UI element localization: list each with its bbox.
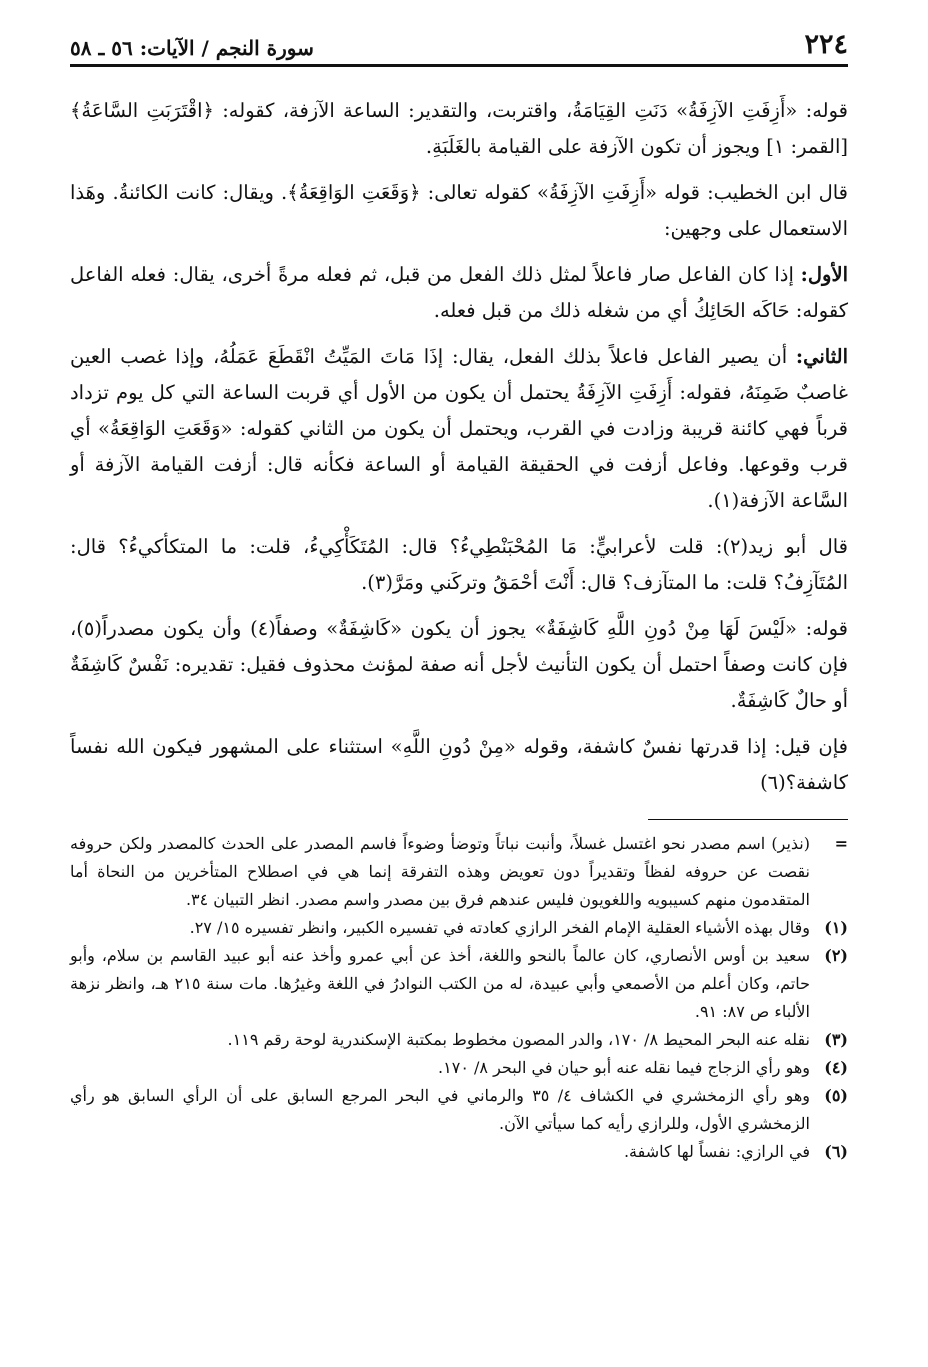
paragraph [70, 93, 848, 165]
footnote-text: وهو رأي الزجاج فيما نقله عنه أبو حيان في البحر ٨/ ١٧٠. [438, 1058, 810, 1077]
running-title: سورة النجم / الآيات: ٥٦ ـ ٥٨ [70, 36, 314, 60]
paragraph-text: قال أبو زيد(٢): قلت لأعرابيٍّ: مَا المُحْبَنْطِيءُ؟ قال: المُتَكَأْكِيءُ، قلت: ما المتكأكيءُ؟ قال: المُتَآزِفُ؟ قلت: ما المتآزف؟ قال: أَنْتَ أحْمَقُ وتركَني ومَرَّ(٣). [70, 535, 848, 594]
footnote-separator [648, 819, 848, 820]
footnote [70, 914, 848, 942]
paragraph-text: فإن قيل: إذا قدرتها نفسٌ كاشفة، وقوله «مِنْ دُونِ اللَّهِ» استثناء على المشهور فيكون الله نفساً كاشفة؟(٦) [70, 735, 848, 794]
footnote [70, 1054, 848, 1082]
footnote-text: وهو رأي الزمخشري في الكشاف ٤/ ٣٥ والرماني في البحر المرجع السابق على أن الرأي السابق هو رأي الزمخشري الأول، وللرازي رأيه كما سيأتي الآن. [70, 1086, 810, 1133]
paragraph [70, 257, 848, 329]
footnote [70, 942, 848, 1026]
paragraph [70, 611, 848, 719]
footnote-mark: (٤) [824, 1058, 848, 1077]
paragraph-text: إذا كان الفاعل صار فاعلاً لمثل ذلك الفعل من قبل، ثم فعله مرةً أخرى، يقال: فعله الفاعل كقوله: حَاكَه الحَائِكُ أي من شغله ذلك من قبل فعله. [70, 263, 848, 322]
paragraph [70, 175, 848, 247]
paragraph [70, 529, 848, 601]
paragraph-text: أن يصير الفاعل فاعلاً بذلك الفعل، يقال: إذَا مَاتَ المَيِّتُ انْقَطَعَ عَمَلُهُ، وإذا غصب العين غاصبٌ ضَمِنَهُ، فقوله: أَزِفَتِ الآزِفَةُ يحتمل أن يكون من الأول أي قربت الساعة التي كل يوم تزداد قرباً فهي كائنة قريبة وزادت في القرب، ويحتمل أن يكون من الثاني كقوله: «وَقَعَتِ الوَاقِعَةُ» أي قرب وقوعها. وفاعل أزفت في الحقيقة القيامة أو الساعة فكأنه قال: أزفت القيامة الآزفة أو السَّاعة الآزفة(١). [70, 345, 848, 512]
paragraph [70, 339, 848, 519]
footnote [70, 1082, 848, 1138]
footnote-mark: (٦) [824, 1142, 848, 1161]
footnote-text: (نذير) اسم مصدر نحو اغتسل غسلاً، وأنبت نباتاً وتوضأ وضوءاً فاسم المصدر على الحدث كالمصدر ولكن حروفه نقصت عن حروفه لفظاً وتقديراً دون تعويض وهذه التفرقة إنما هي في اصطلاح المتأخرين من النحاة أما المتقدمون منهم كسيبويه واللغويون فليس عندهم فرق بين مصدر واسم مصدر. انظر التبيان ٣٤. [70, 834, 810, 909]
footnote-text: نقله عنه البحر المحيط ٨/ ١٧٠، والدر المصون مخطوط بمكتبة الإسكندرية لوحة رقم ١١٩. [227, 1030, 810, 1049]
page-header [70, 20, 848, 67]
paragraph [70, 729, 848, 801]
footnote-mark: (٥) [824, 1086, 848, 1105]
footnote-mark: (١) [824, 918, 848, 937]
paragraph-lead: الأول: [800, 263, 848, 286]
paragraph-lead: الثاني: [795, 345, 848, 368]
main-text [70, 93, 848, 801]
paragraph-text: قوله: «أَزِفَتِ الآزِفَةُ» دَنَتِ القِيَامَةُ، واقتربت، والتقدير: الساعة الآزفة، كقوله: ﴿اقْتَرَبَتِ السَّاعَةُ﴾ [القمر: ١] ويجوز أن تكون الآزفة على القيامة بالغَلَبَةِ. [70, 99, 848, 158]
footnote-mark: (٣) [824, 1030, 848, 1049]
page-number: ٢٢٤ [804, 29, 848, 60]
footnote-text: وقال بهذه الأشياء العقلية الإمام الفخر الرازي كعادته في تفسيره الكبير، وانظر تفسيره ١٥/ ٢٧. [189, 918, 810, 937]
footnotes [70, 830, 848, 1166]
book-page [70, 20, 848, 1340]
footnote [70, 1138, 848, 1166]
paragraph-text: قوله: «لَيْسَ لَهَا مِنْ دُونِ اللَّهِ كَاشِفَةٌ» يجوز أن يكون «كَاشِفَةٌ» وصفاً(٤) وأن يكون مصدراً(٥)، فإن كانت وصفاً احتمل أن يكون التأنيث لأجل أنه صفة لمؤنث محذوف فقيل: تقديره: نَفْسٌ كَاشِفَةٌ أو حالٌ كَاشِفَةٌ. [70, 617, 848, 712]
footnote [70, 830, 848, 914]
footnote-text: سعيد بن أوس الأنصاري، كان عالماً بالنحو واللغة، أخذ عن أبي عمرو وأخذ عنه أبو عبيد القاسم بن سلام، وأبو حاتم، وكان أعلم من الأصمعي وأبي عبيدة، له من الكتب النوادرُ في اللغة وغيرُها. مات سنة ٢١٥ هـ، وانظر نزهة الألباء ص ٨٧: ٩١. [70, 946, 811, 1021]
paragraph-text: قال ابن الخطيب: قوله «أَزِفَتِ الآزِفَةُ» كقوله تعالى: ﴿وَقَعَتِ الوَاقِعَةُ﴾. ويقال: كانت الكائنةُ. وهَذا الاستعمال على وجهين: [70, 181, 848, 240]
footnote [70, 1026, 848, 1054]
footnote-mark: = [834, 834, 848, 853]
footnote-mark: (٢) [824, 946, 848, 965]
footnote-text: في الرازي: نفساً لها كاشفة. [623, 1142, 810, 1161]
